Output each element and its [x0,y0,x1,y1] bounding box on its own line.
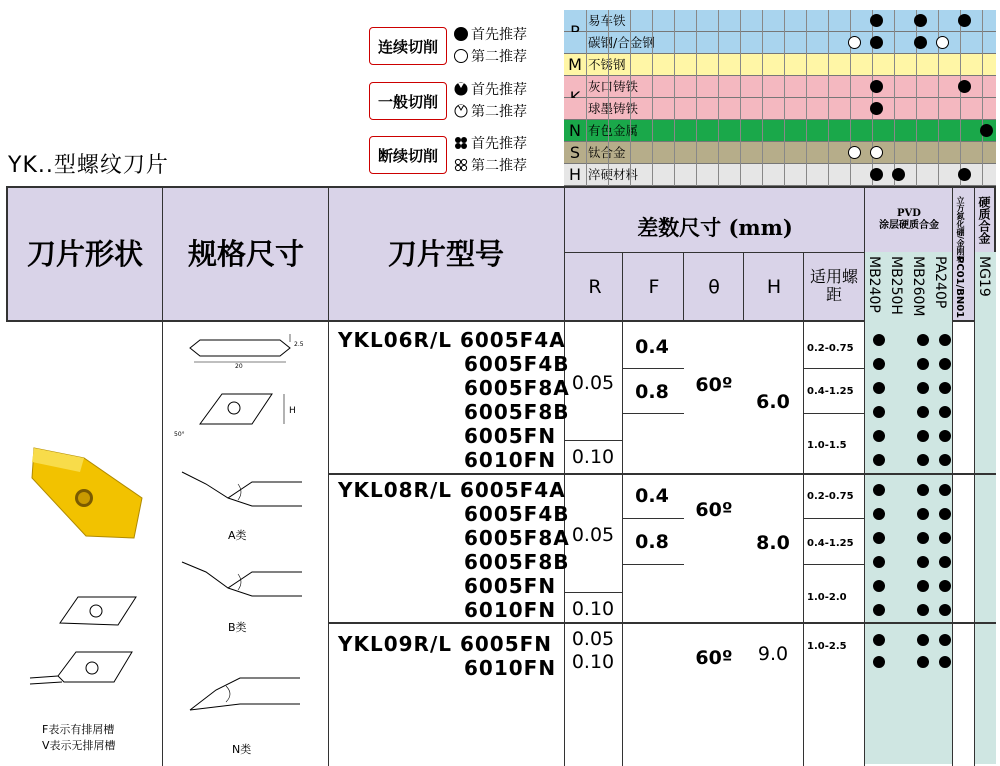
recommend-dot [980,124,993,137]
recommend-dot [870,168,883,181]
recommend-dot [870,14,883,27]
legend-int-first: 首先推荐 [454,133,527,153]
col-R: R [588,276,602,298]
grade-dot [939,656,951,668]
grade-dot [873,556,885,568]
g2-pitch-3: 1.0-2.0 [807,592,847,603]
svg-text:H: H [289,406,296,416]
model-g2-5: 6010FN [464,598,557,622]
model-g1-2: 6005F8A [464,376,570,400]
grade-dot [873,604,885,616]
recommend-dot [870,80,883,93]
insert-outline-1 [58,593,138,633]
g3-h: 9.0 [757,643,789,665]
grade-dot [939,580,951,592]
recommend-dot [892,168,905,181]
material-row [564,120,996,142]
model-g3-0: YKL09R/L 6005FN [338,632,553,656]
grade-dot [917,382,929,394]
g2-theta: 60º [695,499,733,521]
grade-dot [917,580,929,592]
grade-dot [917,484,929,496]
grade-dot [917,406,929,418]
recommend-dot [848,36,861,49]
grade-dot [873,634,885,646]
material-name: 有色金属 [588,123,639,138]
grade-dot [939,454,951,466]
grade-pc01: PC01/BN01 [954,256,965,319]
insert-outline-2 [28,648,138,694]
recommend-dot [958,168,971,181]
grade-dot [917,508,929,520]
material-name: 灰口铸铁 [588,79,639,94]
notched-circle-icon [454,82,468,96]
legend-continuous: 连续切削 [369,27,447,65]
spec-top-view [180,330,310,370]
grade-mb260m: MB260M [910,256,926,317]
g2-r-1: 0.05 [571,524,615,546]
grade-dot [939,358,951,370]
cbn-label: 立方氮化硼/金刚石 [956,196,965,263]
g1-f-1: 0.4 [635,336,669,358]
material-letter: N [569,121,581,140]
spec-side-view [172,388,312,438]
grade-dot [873,406,885,418]
svg-text:50°: 50° [174,431,185,438]
grade-dot [939,556,951,568]
model-g1-3: 6005F8B [464,400,570,424]
g1-theta: 60º [695,374,733,396]
recommend-dot [870,102,883,115]
dim-2-5: 2.5 [294,341,304,348]
dim-20: 20 [235,363,243,370]
col-H: H [766,276,782,298]
col-spec: 规格尺寸 [187,237,304,271]
grade-dot [917,358,929,370]
col-dims: 差数尺寸 (mm) [637,215,793,240]
note-v: V表示无排屑槽 [42,739,116,752]
grade-dot [917,454,929,466]
grade-dot [917,604,929,616]
model-g1-4: 6005FN [464,424,557,448]
col-theta: θ [708,276,720,298]
grade-dot [873,580,885,592]
g1-pitch-3: 1.0-1.5 [807,440,847,451]
grade-dot [873,382,885,394]
spec-a-profile [172,462,312,522]
g2-r-2: 0.10 [571,598,615,620]
material-row [564,98,996,120]
recommend-dot [914,14,927,27]
grade-dot [917,634,929,646]
grade-dot [873,508,885,520]
material-name: 不锈钢 [588,57,626,72]
grade-mb240p: MB240P [866,256,882,313]
legend-cont-first: 首先推荐 [454,24,527,44]
label-b: B类 [228,621,247,634]
col-shape: 刀片形状 [26,237,143,271]
g3-r-2: 0.10 [571,651,615,673]
g3-theta: 60º [695,647,733,669]
grade-dot [917,532,929,544]
filled-circle-icon [454,27,468,41]
g2-pitch-1: 0.2-0.75 [807,491,854,502]
col-pitch: 适用螺距 [809,267,858,304]
grade-dot [873,484,885,496]
open-notched-circle-icon [454,104,468,118]
model-g2-4: 6005FN [464,574,557,598]
model-g1-1: 6005F4B [464,352,570,376]
page-title: YK..型螺纹刀片 [8,153,169,178]
grade-dot [917,656,929,668]
grade-dot [939,406,951,418]
legend-gen-second: 第二推荐 [454,101,527,121]
col-F: F [648,276,660,298]
material-name: 球墨铸铁 [588,101,639,116]
legend-cont-second: 第二推荐 [454,46,527,66]
grade-mg19: MG19 [976,256,992,297]
spec-b-profile [172,550,312,610]
spec-n-profile [180,660,310,720]
recommend-dot [936,36,949,49]
material-row [564,54,996,76]
recommend-dot [870,146,883,159]
grade-dot [873,532,885,544]
g1-f-2: 0.8 [635,381,669,403]
grade-dot [939,430,951,442]
g1-r-2: 0.10 [571,446,615,468]
model-g2-3: 6005F8B [464,550,570,574]
material-letter: S [569,143,581,162]
material-row [564,164,996,186]
g1-h: 6.0 [756,391,790,413]
recommend-dot [958,14,971,27]
grade-dot [939,634,951,646]
recommend-dot [958,80,971,93]
grade-dot [939,532,951,544]
grade-dot [873,430,885,442]
grade-dot [873,656,885,668]
carbide-label: 硬质合金 [977,196,991,244]
grade-dot [939,508,951,520]
g3-r-1: 0.05 [571,628,615,650]
material-letter: M [568,55,582,74]
grade-dot [873,334,885,346]
model-g2-1: 6005F4B [464,502,570,526]
grade-dot [873,358,885,370]
g2-f-2: 0.8 [635,531,669,553]
grade-dot [939,484,951,496]
g1-r-1: 0.05 [571,372,615,394]
col-model: 刀片型号 [387,237,504,271]
material-name: 碳钢/合金钢 [588,35,655,50]
grade-dot [939,334,951,346]
material-row [564,142,996,164]
grade-dot [917,556,929,568]
pvd-label: PVD 涂层硬质合金 [879,208,939,231]
recommend-dot [914,36,927,49]
legend-general: 一般切削 [369,82,447,120]
material-name: 易车铁 [588,13,626,28]
material-row [564,76,996,98]
grade-pa240p: PA240P [932,256,948,309]
open-circle-icon [454,49,468,63]
g2-pitch-2: 0.4-1.25 [807,538,854,549]
grade-dot [939,382,951,394]
legend-interrupted: 断续切削 [369,136,447,174]
material-name: 钛合金 [588,145,626,160]
grade-mb250h: MB250H [888,256,904,315]
model-g2-2: 6005F8A [464,526,570,550]
insert-image [24,438,150,548]
material-name: 淬硬材料 [588,167,639,182]
open-clover-icon [454,158,468,172]
legend-int-second: 第二推荐 [454,155,527,175]
grade-dot [917,334,929,346]
g3-pitch-1: 1.0-2.5 [807,641,847,652]
recommend-dot [848,146,861,159]
material-letter: H [568,165,582,184]
recommend-dot [870,36,883,49]
grade-dot [917,430,929,442]
g2-f-1: 0.4 [635,485,669,507]
grade-dot [873,454,885,466]
material-row [564,32,996,54]
material-row [564,10,996,32]
label-n: N类 [232,743,252,756]
note-f: F表示有排屑槽 [42,723,115,736]
clover-icon [454,136,468,150]
g1-pitch-1: 0.2-0.75 [807,343,854,354]
model-g2-0: YKL08R/L 6005F4A [338,478,566,502]
label-a: A类 [228,529,247,542]
g1-pitch-2: 0.4-1.25 [807,386,854,397]
legend-gen-first: 首先推荐 [454,79,527,99]
model-g1-5: 6010FN [464,448,557,472]
model-g1-0: YKL06R/L 6005F4A [338,328,566,352]
g2-h: 8.0 [756,532,790,554]
model-g3-1: 6010FN [464,656,557,680]
grade-dot [939,604,951,616]
